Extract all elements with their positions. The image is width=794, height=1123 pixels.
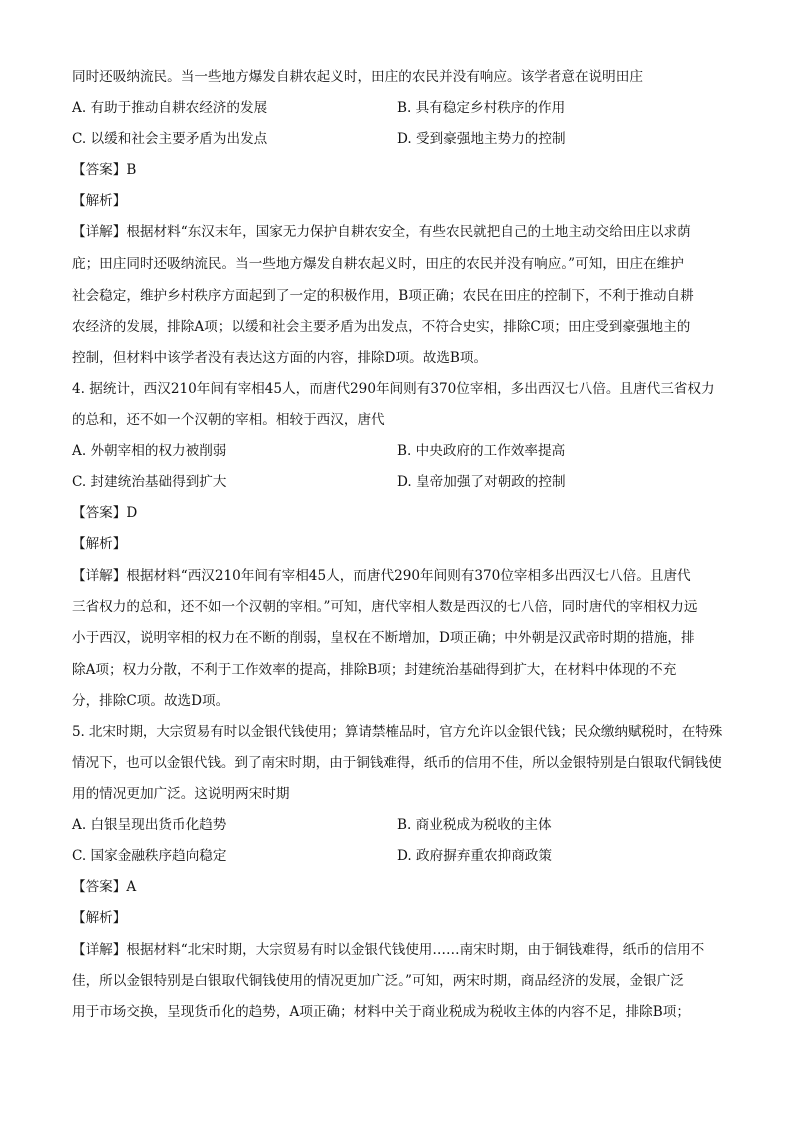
option-item: B. 中央政府的工作效率提高: [397, 443, 566, 459]
text-line: 【解析】: [72, 910, 127, 926]
option-item: D. 政府摒弃重农抑商政策: [397, 848, 552, 864]
text-line: 佳，所以金银特别是白银取代铜钱使用的情况更加广泛。”可知，两宋时期，商品经济的发展，金银广泛: [72, 973, 684, 989]
option-item: D. 皇帝加强了对朝政的控制: [397, 474, 566, 490]
text-line: 的总和，还不如一个汉朝的宰相。相较于西汉，唐代: [72, 412, 385, 428]
text-line: 【答案】A: [72, 879, 137, 895]
option-item: A. 白银呈现出货币化趋势: [72, 817, 227, 833]
text-line: 【解析】: [72, 536, 127, 552]
text-line: 【详解】根据材料“北宋时期，大宗贸易有时以金银代钱使用……南宋时期，由于铜钱难得，纸币的信用不: [72, 942, 705, 958]
text-line: 小于西汉，说明宰相的权力在不断的削弱，皇权在不断增加，D项正确；中外朝是汉武帝时期的措施，排: [72, 630, 695, 646]
option-item: B. 商业税成为税收的主体: [397, 817, 552, 833]
text-line: 庇；田庄同时还吸纳流民。当一些地方爆发自耕农起义时，田庄的农民并没有响应。”可知，田庄在维护: [72, 256, 684, 272]
text-line: 【详解】根据材料“西汉210年间有宰相45人，而唐代290年间则有370位宰相多出西汉七八倍。且唐代: [72, 568, 691, 584]
text-line: 社会稳定，维护乡村秩序方面起到了一定的积极作用，B项正确；农民在田庄的控制下，不利于推动自耕: [72, 288, 694, 304]
text-line: 三省权力的总和，还不如一个汉朝的宰相。”可知，唐代宰相人数是西汉的七八倍，同时唐代的宰相权力远: [72, 599, 698, 615]
text-line: 除A项；权力分散，不利于工作效率的提高，排除B项；封建统治基础得到扩大，在材料中体现的不充: [72, 662, 677, 678]
text-line: 用于市场交换，呈现货币化的趋势，A项正确；材料中关于商业税成为税收主体的内容不足，排除B项；: [72, 1004, 690, 1020]
text-line: 情况下，也可以金银代钱。到了南宋时期，由于铜钱难得，纸币的信用不佳，所以金银特别是白银取代铜钱使: [72, 755, 722, 771]
option-item: D. 受到豪强地主势力的控制: [397, 131, 566, 147]
text-line: 【答案】B: [72, 162, 137, 178]
text-line: 同时还吸纳流民。当一些地方爆发自耕农起义时，田庄的农民并没有响应。该学者意在说明田庄: [72, 69, 643, 85]
text-line: 用的情况更加广泛。这说明两宋时期: [72, 786, 290, 802]
text-line: 5. 北宋时期，大宗贸易有时以金银代钱使用；算请禁榷品时，官方允许以金银代钱；民众缴纳赋税时，在特殊: [72, 724, 723, 740]
text-line: 分，排除C项。故选D项。: [72, 693, 230, 709]
option-item: A. 外朝宰相的权力被削弱: [72, 443, 227, 459]
text-line: 控制，但材料中该学者没有表达这方面的内容，排除D项。故选B项。: [72, 350, 488, 366]
option-item: A. 有助于推动自耕农经济的发展: [72, 100, 268, 116]
text-line: 4. 据统计，西汉210年间有宰相45人，而唐代290年间则有370位宰相，多出西汉七八倍。且唐代三省权力: [72, 381, 715, 397]
text-line: 【解析】: [72, 193, 127, 209]
option-item: B. 具有稳定乡村秩序的作用: [397, 100, 566, 116]
text-line: 【答案】D: [72, 505, 138, 521]
text-line: 【详解】根据材料“东汉末年，国家无力保护自耕农安全，有些农民就把自己的土地主动交给田庄以求荫: [72, 224, 691, 240]
option-item: C. 以缓和社会主要矛盾为出发点: [72, 131, 268, 147]
option-item: C. 封建统治基础得到扩大: [72, 474, 227, 490]
text-line: 农经济的发展，排除A项；以缓和社会主要矛盾为出发点，不符合史实，排除C项；田庄受到豪强地主的: [72, 319, 691, 335]
option-item: C. 国家金融秩序趋向稳定: [72, 848, 227, 864]
